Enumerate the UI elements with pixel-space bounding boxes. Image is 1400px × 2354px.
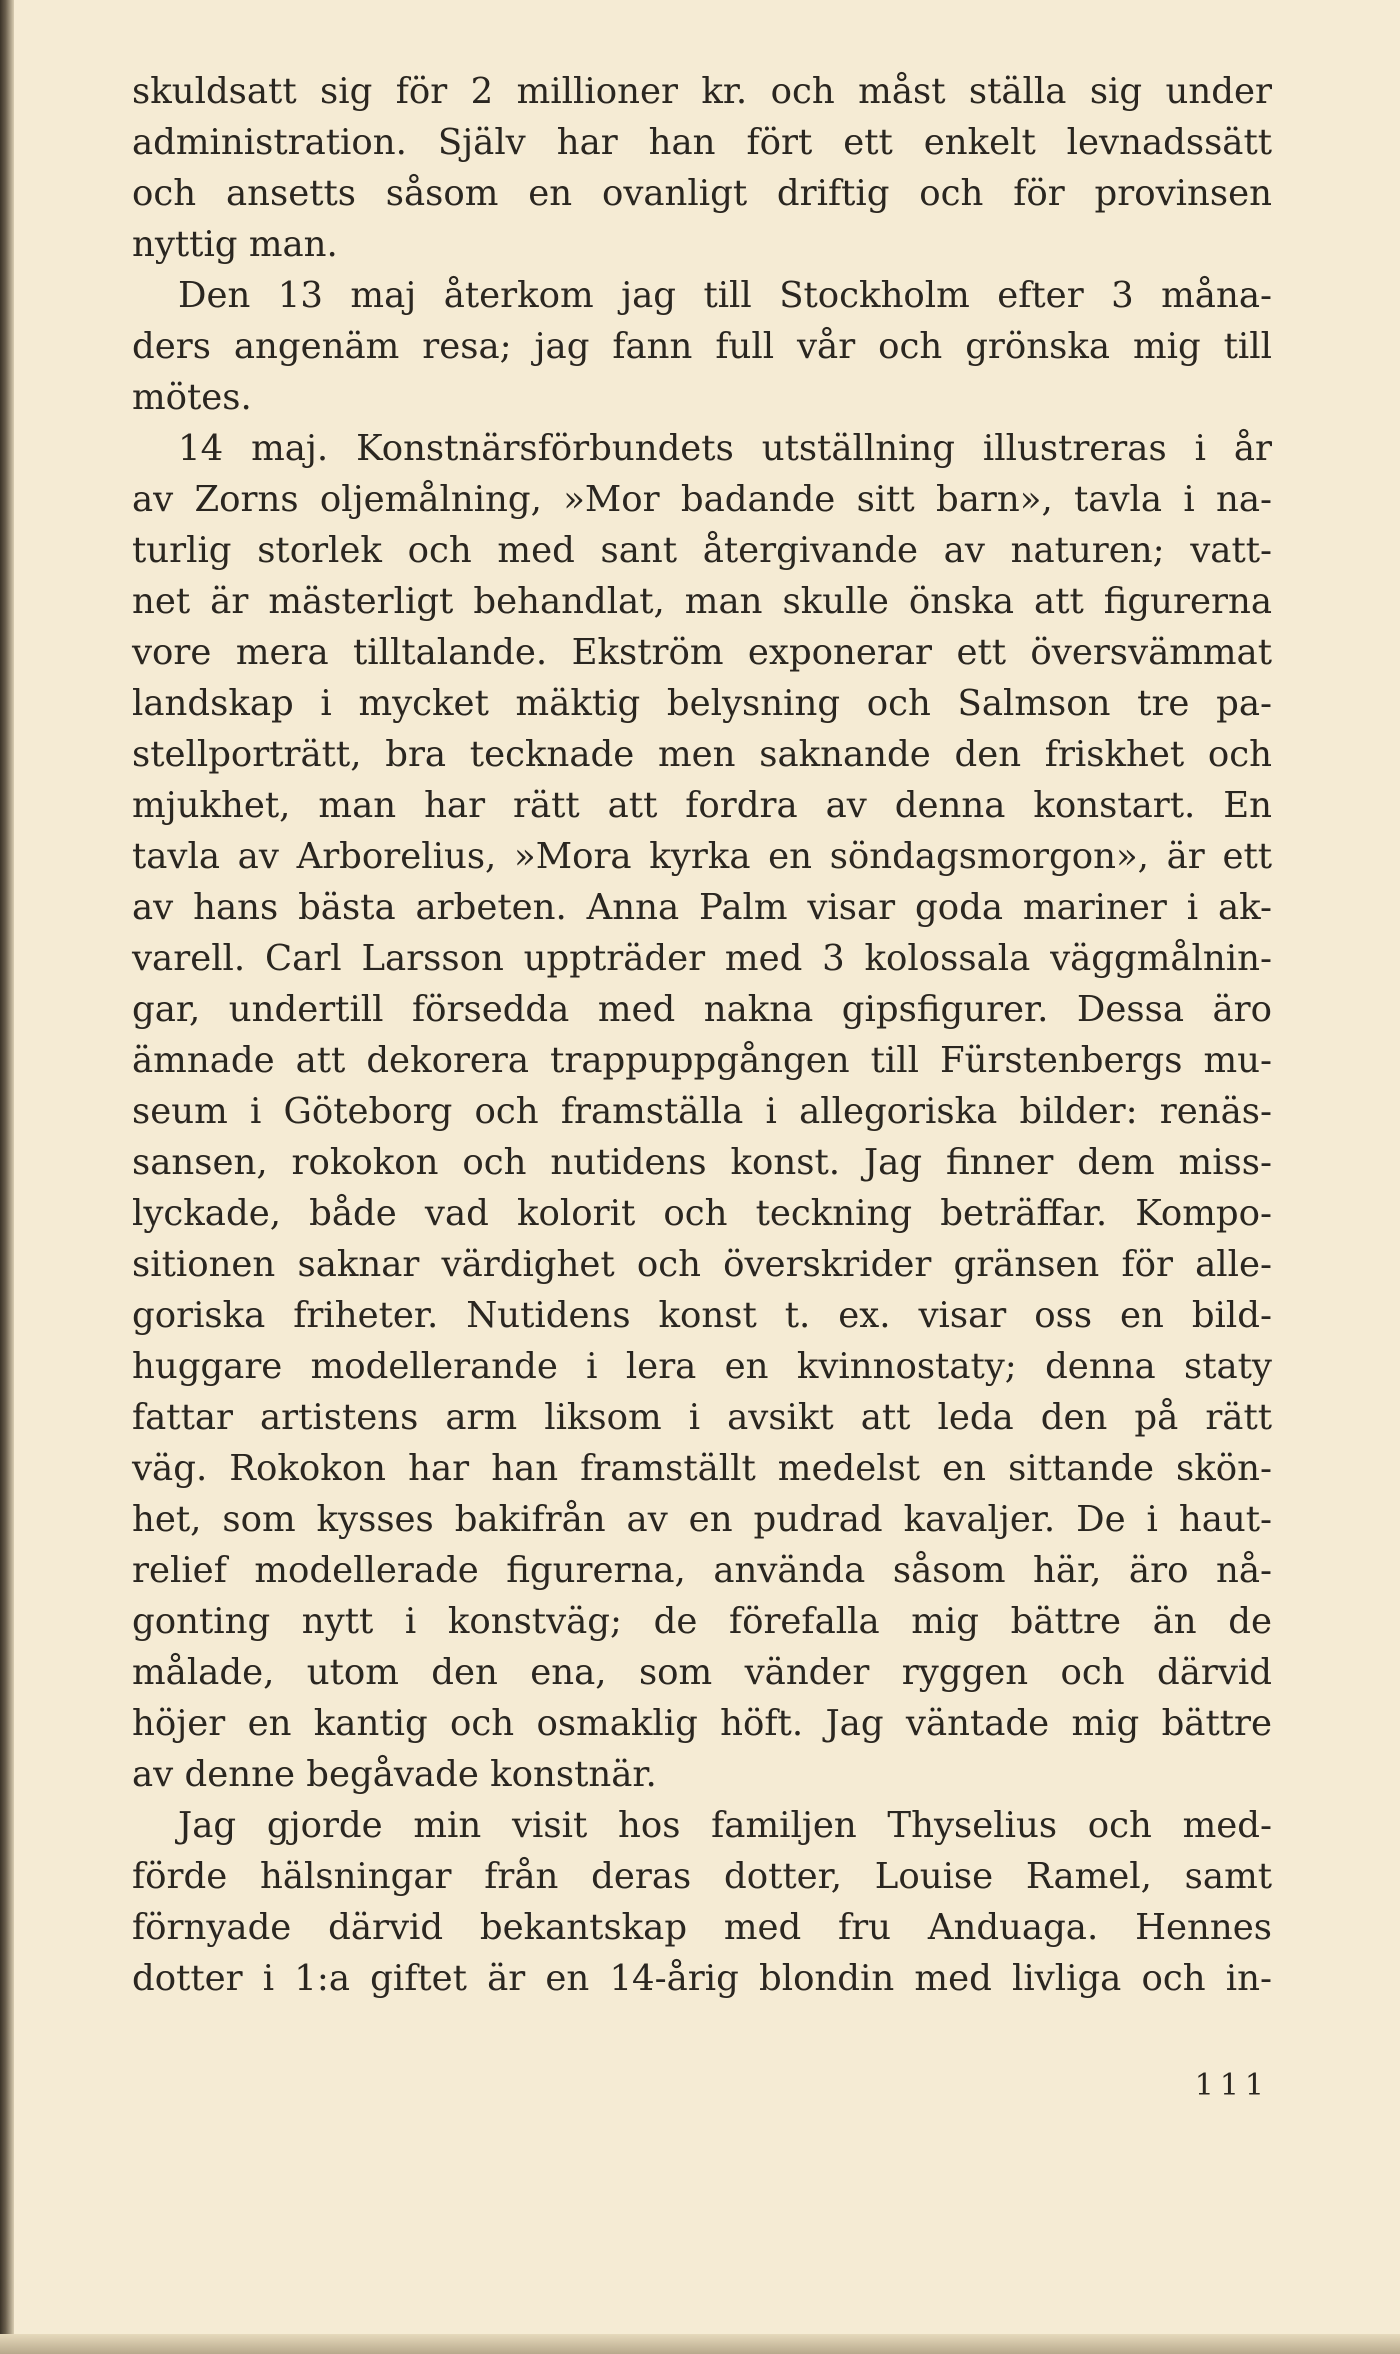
text-line: lyckade, både vad kolorit och teckning beträffar. Kompo- [132, 1193, 1272, 1234]
text-line: ders angenäm resa; jag fann full vår och grönska mig till [132, 326, 1272, 367]
text-line: seum i Göteborg och framställa i allegoriska bilder: renäs- [132, 1091, 1272, 1132]
text-line: vore mera tilltalande. Ekström exponerar ett översvämmat [132, 632, 1272, 673]
page-edge-shadow [0, 2334, 1400, 2354]
text-line: stellporträtt, bra tecknade men saknande den friskhet och [132, 734, 1272, 775]
text-line: gonting nytt i konstväg; de förefalla mig bättre än de [132, 1601, 1272, 1642]
text-line: goriska friheter. Nutidens konst t. ex. visar oss en bild- [132, 1295, 1272, 1336]
text-line: förde hälsningar från deras dotter, Louise Ramel, samt [132, 1856, 1272, 1897]
text-line: väg. Rokokon har han framställt medelst en sittande skön- [132, 1448, 1272, 1489]
text-line: höjer en kantig och osmaklig höft. Jag väntade mig bättre [132, 1703, 1272, 1744]
page-number: 111 [1194, 2068, 1270, 2103]
text-line: turlig storlek och med sant återgivande av naturen; vatt- [132, 530, 1272, 571]
text-line: dotter i 1:a giftet är en 14-årig blondin med livliga och in- [132, 1958, 1272, 1999]
text-line: varell. Carl Larsson uppträder med 3 kolossala väggmålnin- [132, 938, 1272, 979]
text-line: fattar artistens arm liksom i avsikt att leda den på rätt [132, 1397, 1272, 1438]
text-line: av denne begåvade konstnär. [132, 1754, 657, 1795]
spine-shadow [0, 0, 14, 2354]
text-line: administration. Själv har han fört ett enkelt levnadssätt [132, 122, 1272, 163]
text-line: landskap i mycket mäktig belysning och Salmson tre pa- [132, 683, 1272, 724]
body-text [132, 66, 1272, 2004]
text-line: skuldsatt sig för 2 millioner kr. och måst ställa sig under [132, 71, 1272, 112]
text-line: av Zorns oljemålning, »Mor badande sitt barn», tavla i na- [132, 479, 1272, 520]
text-line: gar, undertill försedda med nakna gipsfigurer. Dessa äro [132, 989, 1272, 1030]
text-line: tavla av Arborelius, »Mora kyrka en söndagsmorgon», är ett [132, 836, 1272, 877]
text-line: målade, utom den ena, som vänder ryggen och därvid [132, 1652, 1272, 1693]
text-line: het, som kysses bakifrån av en pudrad kavaljer. De i haut- [132, 1499, 1272, 1540]
text-line: Jag gjorde min visit hos familjen Thyselius och med- [178, 1805, 1272, 1846]
text-line: ämnade att dekorera trappuppgången till Fürstenbergs mu- [132, 1040, 1272, 1081]
text-line: nyttig man. [132, 224, 338, 265]
text-line: huggare modellerande i lera en kvinnostaty; denna staty [132, 1346, 1272, 1387]
text-line: relief modellerade figurerna, använda såsom här, äro nå- [132, 1550, 1272, 1591]
text-line: av hans bästa arbeten. Anna Palm visar goda mariner i ak- [132, 887, 1272, 928]
text-line: mjukhet, man har rätt att fordra av denna konstart. En [132, 785, 1272, 826]
text-line: och ansetts såsom en ovanligt driftig och för provinsen [132, 173, 1272, 214]
text-line: mötes. [132, 377, 252, 418]
text-line: förnyade därvid bekantskap med fru Anduaga. Hennes [132, 1907, 1272, 1948]
text-line: sansen, rokokon och nutidens konst. Jag finner dem miss- [132, 1142, 1272, 1183]
text-line: 14 maj. Konstnärsförbundets utställning illustreras i år [178, 428, 1272, 469]
text-line: net är mästerligt behandlat, man skulle önska att figurerna [132, 581, 1272, 622]
text-line: sitionen saknar värdighet och överskrider gränsen för alle- [132, 1244, 1272, 1285]
text-line: Den 13 maj återkom jag till Stockholm efter 3 måna- [178, 275, 1272, 316]
